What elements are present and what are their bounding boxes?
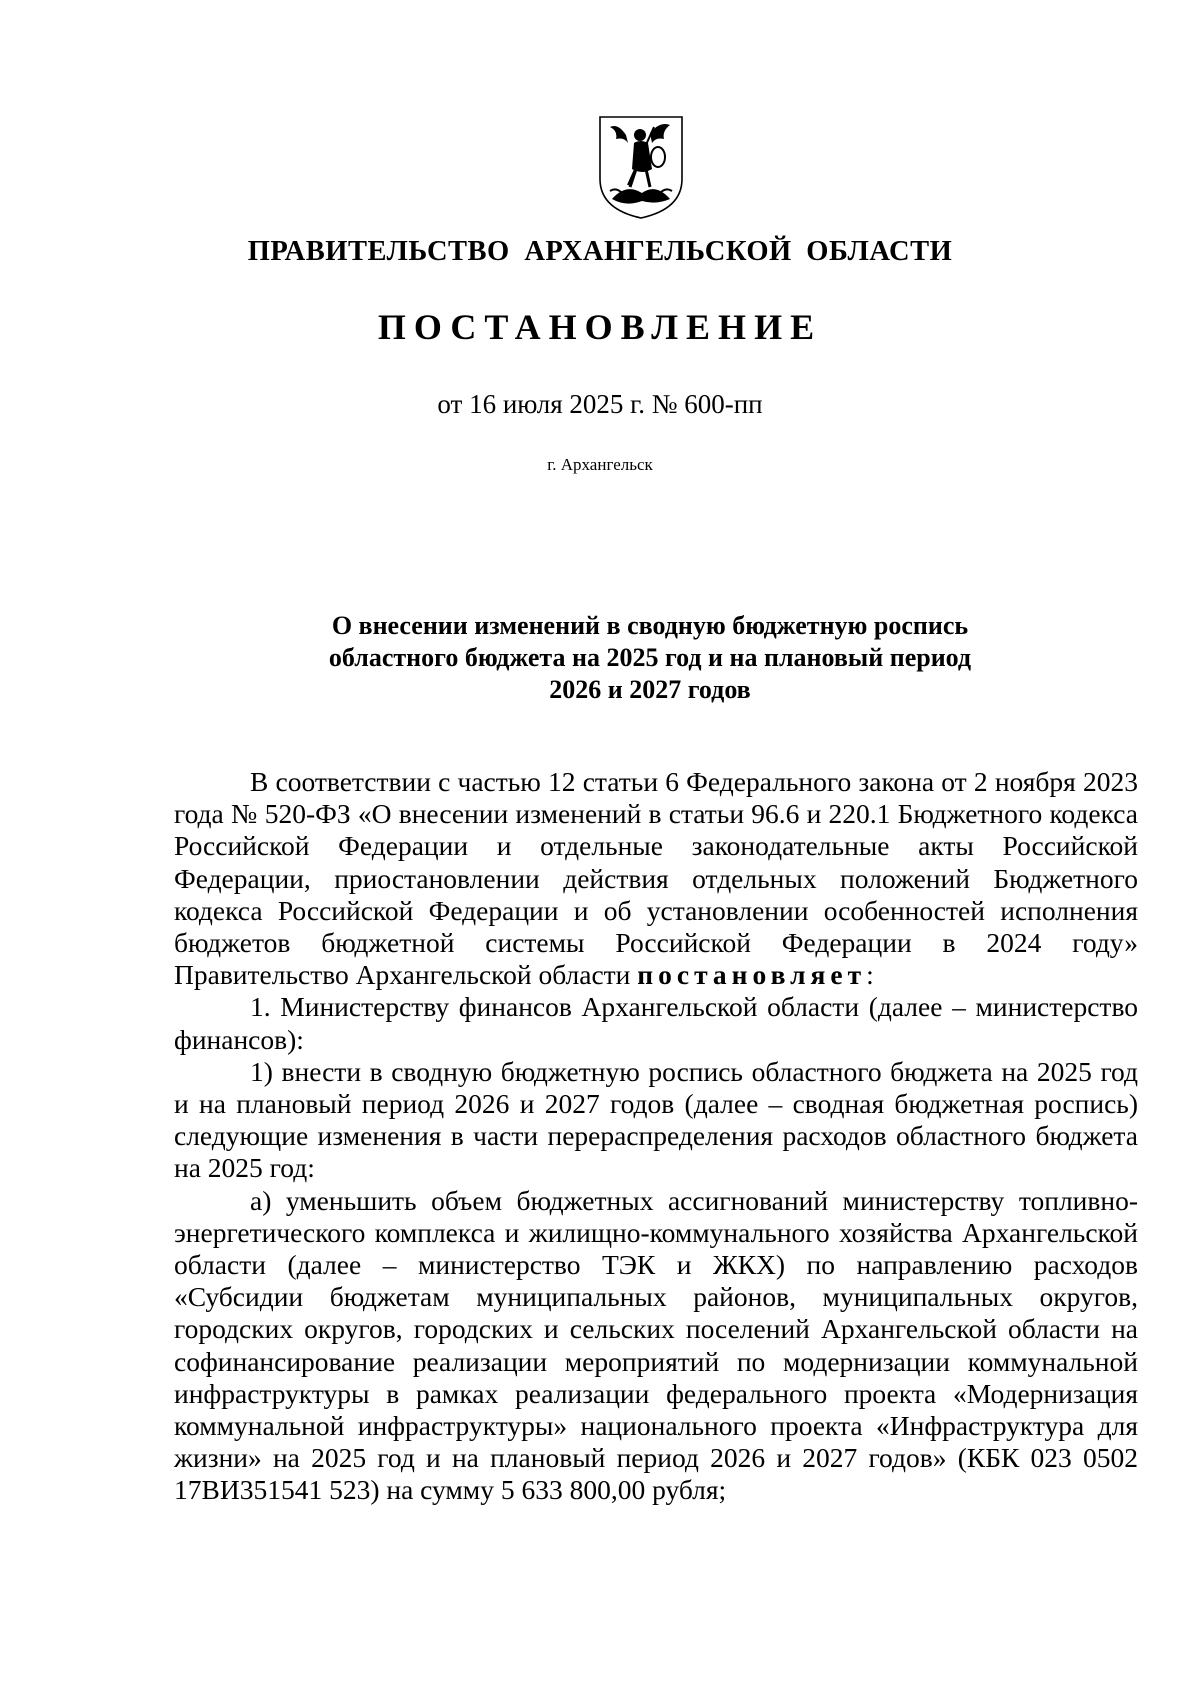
city-line: г. Архангельск bbox=[547, 455, 653, 474]
coat-of-arms-icon bbox=[596, 113, 686, 221]
resolution-keyword: постановляет bbox=[637, 959, 867, 991]
document-type: ПОСТАНОВЛЕНИЕ bbox=[377, 307, 823, 347]
paragraph-subitem-a: а) уменьшить объем бюджетных ассигнований министерству топливно-энергетического комплекса и жилищно-коммунального хозяйства Архангельской области (далее – министерство ТЭК и ЖКХ) по направлению расходов «Субсидии бюджетам муниципальных районов, муниципальных округов, городских округов, городских и сельских поселений Архангельской области на софинансирование реализации мероприятий по модернизации коммунальной инфраструктуры в рамках реализации федерального проекта «Модернизация коммунальной инфраструктуры» национального проекта «Инфраструктура для жизни» на 2025 год и на плановый период 2026 и 2027 годов» (КБК 023 0502 17ВИ351541 523) на сумму 5 633 800,00 рубля; bbox=[174, 1184, 1138, 1506]
title-line: О внесении изменений в сводную бюджетную роспись bbox=[331, 611, 969, 640]
document-title bbox=[250, 610, 1050, 706]
preamble-colon: : bbox=[866, 959, 874, 991]
title-line: 2026 и 2027 годов bbox=[549, 675, 751, 704]
government-heading: ПРАВИТЕЛЬСТВО АРХАНГЕЛЬСКОЙ ОБЛАСТИ bbox=[247, 236, 953, 267]
paragraph-preamble bbox=[174, 766, 1138, 991]
paragraph-subitem-1: 1) внести в сводную бюджетную роспись областного бюджета на 2025 год и на плановый период 2026 и 2027 годов (далее – сводная бюджетная роспись) следующие изменения в части перераспределения расходов областного бюджета на 2025 год: bbox=[174, 1055, 1138, 1184]
title-line: областного бюджета на 2025 год и на плановый период bbox=[328, 643, 972, 672]
document-body bbox=[174, 766, 1138, 1507]
paragraph-item-1: 1. Министерству финансов Архангельской области (далее – министерство финансов): bbox=[174, 991, 1138, 1055]
date-number-line: от 16 июля 2025 г. № 600-пп bbox=[437, 389, 763, 419]
preamble-text: В соответствии с частью 12 статьи 6 Федерального закона от 2 ноября 2023 года № 520-ФЗ «О внесении изменений в статьи 96.6 и 220.1 Бюджетного кодекса Российской Федерации и отдельные законодательные акты Российской Федерации, приостановлении действия отдельных положений Бюджетного кодекса Российской Федерации и об установлении особенностей исполнения бюджетов бюджетной системы Российской Федерации в 2024 году» Правительство Архангельской области bbox=[174, 766, 1138, 991]
